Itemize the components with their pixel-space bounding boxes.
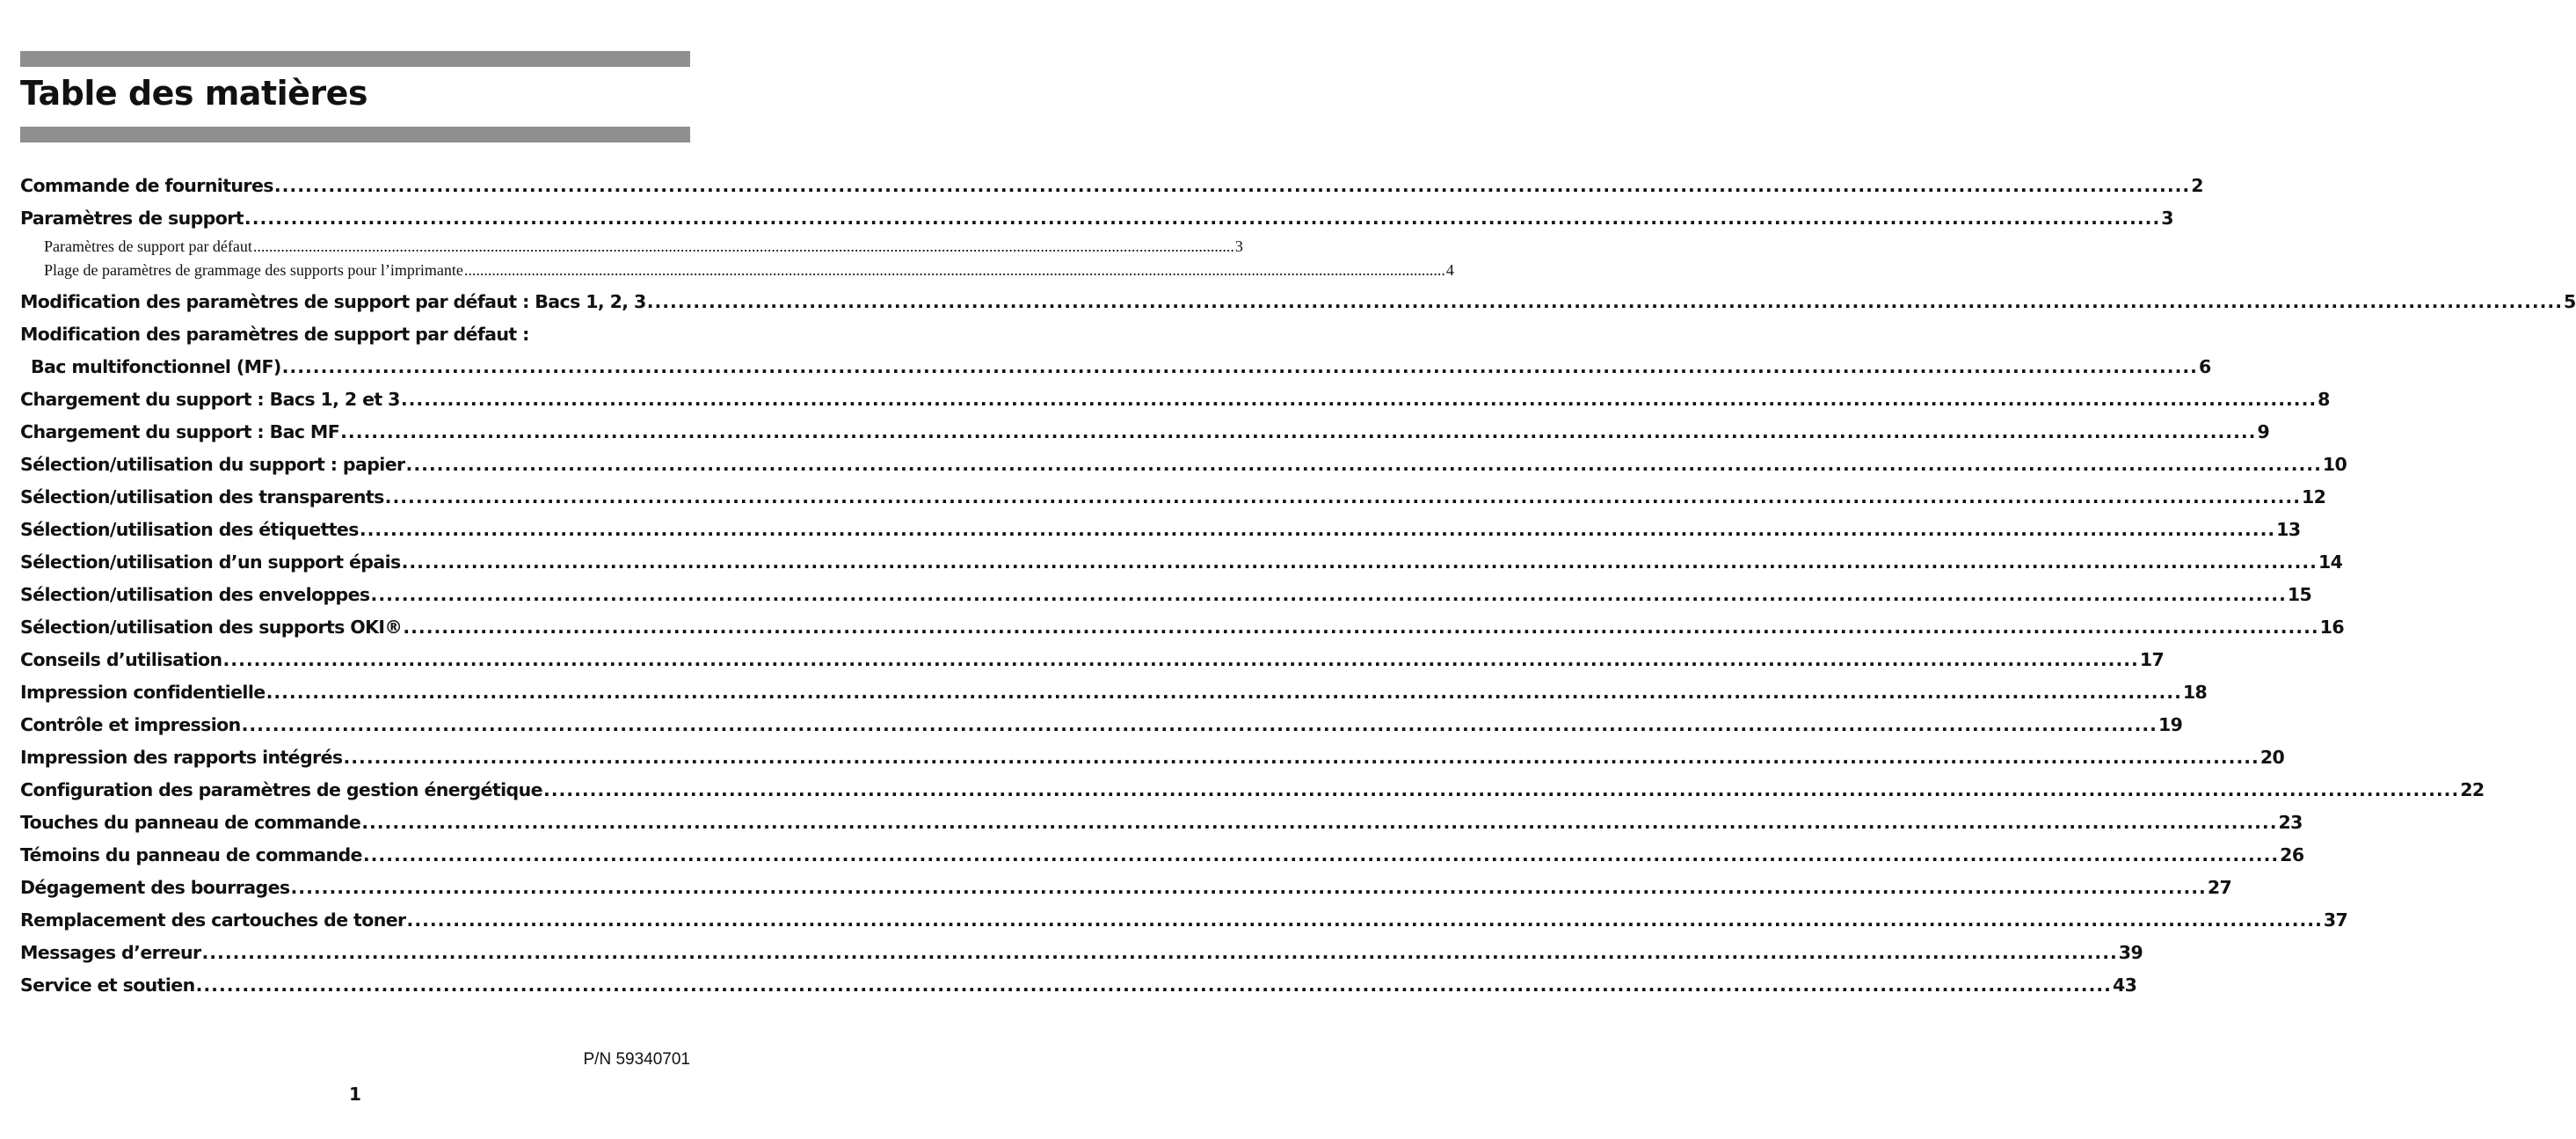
- toc-entry-page: 8: [2318, 389, 2330, 410]
- toc-entry-page: 9: [2257, 421, 2270, 442]
- toc-entry-page: 6: [2198, 356, 2211, 377]
- toc-entry-page: 26: [2280, 844, 2304, 865]
- toc-entry-conseils[interactable]: [20, 644, 2165, 676]
- toc-entry-rapports-integres[interactable]: [20, 741, 2285, 774]
- toc-leader-dots: [401, 383, 2317, 416]
- toc-leader-dots: [403, 611, 2318, 644]
- toc-entry-commande-fournitures[interactable]: [20, 170, 2203, 202]
- toc-leader-dots: [291, 872, 2207, 904]
- toc-leader-dots: [223, 644, 2139, 676]
- toc-entry-title: Sélection/utilisation des transparents: [20, 486, 384, 507]
- toc-entry-transparents[interactable]: [20, 481, 2326, 514]
- toc-entry-modification-bacs[interactable]: [20, 286, 2576, 318]
- toc-entry-title: Messages d’erreur: [20, 942, 201, 963]
- page-number: 1: [349, 1084, 361, 1105]
- toc-entry-page: 23: [2278, 812, 2303, 833]
- toc-subentry-plage-grammage[interactable]: [20, 259, 1454, 282]
- toc-leader-dots: [266, 676, 2182, 709]
- toc-entry-page: 16: [2319, 617, 2344, 638]
- toc-entry-temoins-panneau[interactable]: [20, 839, 2304, 872]
- toc-entry-papier[interactable]: [20, 449, 2347, 481]
- toc-entry-page: 13: [2276, 519, 2301, 540]
- toc-entry-title: Sélection/utilisation des étiquettes: [20, 519, 359, 540]
- toc-entry-title: Conseils d’utilisation: [20, 649, 222, 670]
- toc-entry-page: 4: [1445, 261, 1454, 279]
- toc-entry-page: 2: [2191, 175, 2203, 196]
- toc-entry-supports-oki[interactable]: [20, 611, 2344, 644]
- toc-entry-title: Configuration des paramètres de gestion énergétique: [20, 779, 542, 800]
- toc-entry-title: Sélection/utilisation d’un support épais: [20, 551, 401, 573]
- toc-entry-title: Plage de paramètres de grammage des supports pour l’imprimante: [44, 261, 463, 279]
- toc-leader-dots: [464, 259, 1445, 282]
- toc-leader-dots: [340, 416, 2256, 449]
- part-number: P/N 59340701: [583, 1050, 690, 1069]
- toc-entry-page: 18: [2182, 682, 2208, 703]
- toc-entry-title: Dégagement des bourrages: [20, 877, 290, 898]
- toc-entry-touches-panneau[interactable]: [20, 807, 2303, 839]
- toc-entry-title-cont: Bac multifonctionnel (MF): [31, 356, 281, 377]
- toc-leader-dots: [361, 807, 2277, 839]
- toc-entry-title: Impression confidentielle: [20, 682, 266, 703]
- toc-entry-title: Contrôle et impression: [20, 714, 241, 735]
- toc-entry-modification-bac-mf[interactable]: [20, 318, 2211, 383]
- toc-entry-messages-erreur[interactable]: [20, 937, 2143, 969]
- toc-entry-page: 17: [2139, 649, 2165, 670]
- toc-entry-degagement-bourrages[interactable]: [20, 872, 2232, 904]
- toc-leader-dots: [647, 286, 2563, 318]
- toc-entry-page: 37: [2323, 909, 2348, 931]
- header-rule-top: [20, 51, 690, 67]
- toc-entry-controle-impression[interactable]: [20, 709, 2183, 741]
- toc-entry-service-soutien[interactable]: [20, 969, 2137, 1002]
- toc-leader-dots: [407, 904, 2323, 937]
- toc-leader-dots: [242, 709, 2158, 741]
- toc-entry-page: 15: [2287, 584, 2312, 605]
- toc-leader-dots: [371, 579, 2287, 611]
- toc-entry-title: Remplacement des cartouches de toner: [20, 909, 406, 931]
- toc-leader-dots: [196, 969, 2112, 1002]
- toc-leader-dots: [282, 351, 2198, 383]
- toc-entry-title: Sélection/utilisation des enveloppes: [20, 584, 370, 605]
- toc-entry-page: 27: [2207, 877, 2232, 898]
- toc-entry-chargement-bac-mf[interactable]: [20, 416, 2270, 449]
- toc-entry-title: Service et soutien: [20, 975, 195, 996]
- toc-leader-dots: [274, 170, 2190, 202]
- table-of-contents: [20, 170, 2576, 1002]
- toc-entry-chargement-bacs[interactable]: [20, 383, 2330, 416]
- toc-entry-page: 22: [2460, 779, 2485, 800]
- toc-entry-title: Touches du panneau de commande: [20, 812, 361, 833]
- toc-entry-page: 12: [2302, 486, 2326, 507]
- toc-leader-dots: [406, 449, 2322, 481]
- toc-leader-dots: [385, 481, 2301, 514]
- toc-entry-page: 3: [1234, 237, 1243, 255]
- toc-entry-page: 20: [2259, 747, 2285, 768]
- toc-entry-title: Paramètres de support: [20, 208, 244, 229]
- toc-entry-page: 5: [2564, 291, 2576, 312]
- toc-entry-parametres-support[interactable]: [20, 202, 2173, 235]
- toc-leader-dots: [363, 839, 2279, 872]
- toc-leader-dots: [244, 202, 2160, 235]
- toc-entry-title: Sélection/utilisation du support : papier: [20, 454, 405, 475]
- toc-entry-title: Commande de fournitures: [20, 175, 273, 196]
- toc-leader-dots: [343, 741, 2259, 774]
- toc-entry-title: Paramètres de support par défaut: [44, 237, 252, 255]
- toc-entry-title: Chargement du support : Bac MF: [20, 421, 340, 442]
- toc-entry-impression-confidentielle[interactable]: [20, 676, 2208, 709]
- toc-entry-page: 3: [2161, 208, 2173, 229]
- toc-entry-page: 39: [2118, 942, 2143, 963]
- toc-entry-cartouches-toner[interactable]: [20, 904, 2348, 937]
- toc-leader-dots: [543, 774, 2459, 807]
- toc-entry-title: Modification des paramètres de support par défaut :: [20, 324, 529, 345]
- toc-entry-continuation: [20, 351, 2211, 383]
- header-rule-bottom: [20, 127, 690, 142]
- toc-entry-title: Impression des rapports intégrés: [20, 747, 343, 768]
- toc-entry-page: 43: [2112, 975, 2137, 996]
- toc-subentry-parametres-defaut[interactable]: [20, 235, 1243, 259]
- toc-entry-page: 19: [2158, 714, 2183, 735]
- toc-entry-support-epais[interactable]: [20, 546, 2343, 579]
- toc-entry-gestion-energetique[interactable]: [20, 774, 2485, 807]
- toc-leader-dots: [253, 235, 1234, 259]
- toc-entry-etiquettes[interactable]: [20, 514, 2301, 546]
- toc-entry-title: Modification des paramètres de support par défaut : Bacs 1, 2, 3: [20, 291, 646, 312]
- toc-entry-page: 14: [2318, 551, 2343, 573]
- toc-leader-dots: [201, 937, 2117, 969]
- page-title: Table des matières: [20, 74, 368, 113]
- toc-leader-dots: [402, 546, 2318, 579]
- toc-entry-enveloppes[interactable]: [20, 579, 2312, 611]
- toc-entry-title: Chargement du support : Bacs 1, 2 et 3: [20, 389, 400, 410]
- toc-entry-page: 10: [2322, 454, 2347, 475]
- toc-entry-title: Sélection/utilisation des supports OKI®: [20, 617, 403, 638]
- toc-entry-title: Témoins du panneau de commande: [20, 844, 362, 865]
- toc-leader-dots: [360, 514, 2275, 546]
